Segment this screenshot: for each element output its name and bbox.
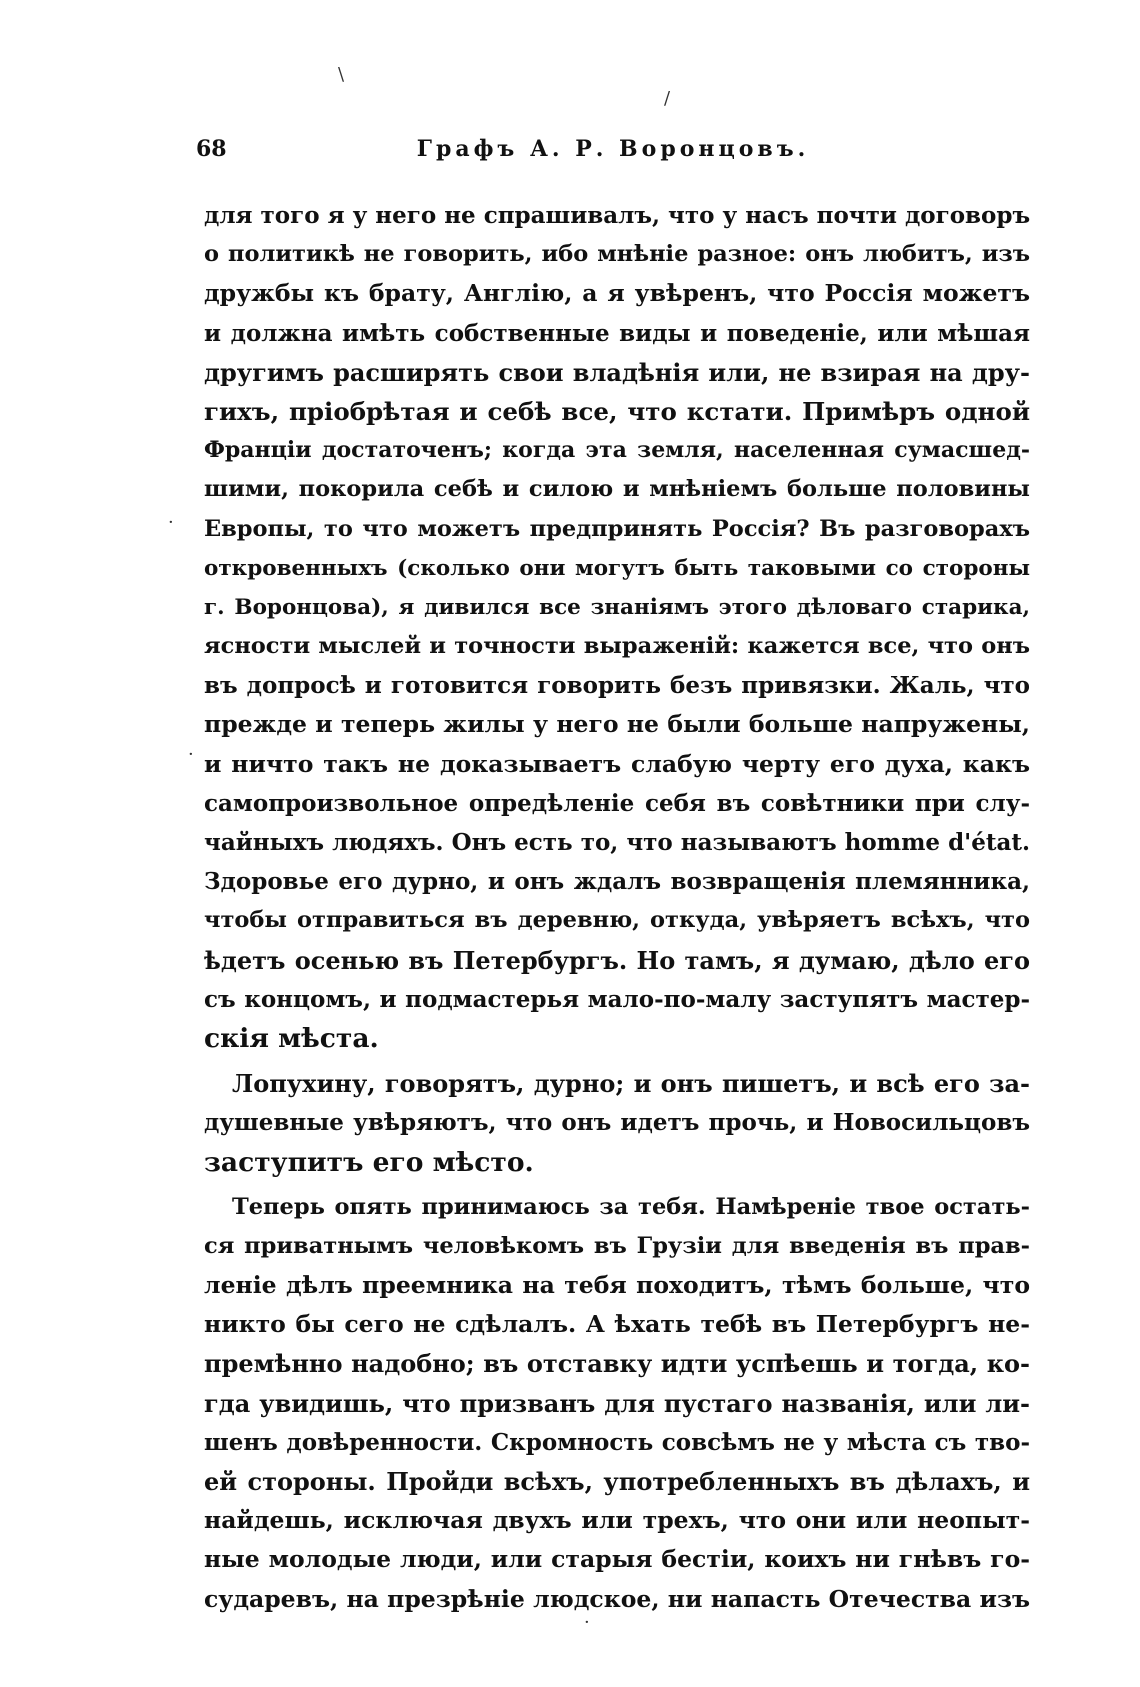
text-line: скія мѣста.: [204, 1022, 379, 1054]
text-line: леніе дѣлъ преемника на тебя походитъ, тѣмъ больше, что: [204, 1271, 1030, 1300]
text-line: ѣдетъ осенью въ Петербургъ. Но тамъ, я думаю, дѣло его: [204, 945, 1030, 975]
text-line: и ничто такъ не доказываетъ слабую черту его духа, какъ: [204, 749, 1030, 778]
text-line: чтобы отправиться въ деревню, откуда, увѣряетъ всѣхъ, что: [204, 907, 1030, 934]
text-line: Теперь опять принимаюсь за тебя. Намѣреніе твое остать-: [232, 1193, 1030, 1220]
text-line: и должна имѣть собственные виды и поведеніе, или мѣшая: [204, 319, 1030, 347]
text-line: премѣнно надобно; въ отставку идти успѣешь и тогда, ко-: [204, 1349, 1030, 1379]
text-line: самопроизвольное опредѣленіе себя въ совѣтники при слу-: [204, 789, 1030, 817]
text-line: найдешь, исключая двухъ или трехъ, что они или неопыт-: [204, 1506, 1030, 1535]
text-line: гда увидишь, что призванъ для пустаго названія, или ли-: [204, 1388, 1030, 1418]
text-line: ясности мыслей и точности выраженій: кажется все, что онъ: [204, 633, 1030, 660]
text-line: Лопухину, говорятъ, дурно; и онъ пишетъ, и всѣ его за-: [232, 1069, 1030, 1099]
text-line: прежде и теперь жилы у него не были больше напружены,: [204, 710, 1030, 739]
text-line: шенъ довѣренности. Скромность совсѣмъ не у мѣста съ тво-: [204, 1428, 1030, 1456]
margin-mark-left: ·: [168, 512, 174, 533]
page-header: [196, 136, 1030, 172]
text-line: ся приватнымъ человѣкомъ въ Грузіи для введенія въ прав-: [204, 1232, 1030, 1259]
text-line: сударевъ, на презрѣніе людское, ни напасть Отечества изъ: [204, 1584, 1030, 1613]
text-line: никто бы сего не сдѣлалъ. А ѣхать тебѣ въ Петербургъ не-: [204, 1310, 1030, 1339]
margin-mark-top-right: /: [664, 88, 671, 109]
running-title: Графъ А. Р. Воронцовъ.: [416, 136, 810, 162]
margin-mark-bottom: ·: [584, 1612, 590, 1633]
text-line: для того я у него не спрашивалъ, что у насъ почти договоръ: [204, 202, 1030, 229]
text-line: съ концомъ, и подмастерья мало-по-малу заступятъ мастер-: [204, 985, 1030, 1013]
margin-mark-left-lower: ·: [188, 744, 194, 765]
text-line: Европы, то что можетъ предпринять Россія? Въ разговорахъ: [204, 515, 1030, 542]
text-line: чайныхъ людяхъ. Онъ есть то, что называютъ homme d'état.: [204, 829, 1030, 856]
page-number: 68: [196, 136, 227, 162]
text-line: дружбы къ брату, Англію, а я увѣренъ, что Россія можетъ: [204, 279, 1030, 308]
text-line: другимъ расширять свои владѣнія или, не взирая на дру-: [204, 357, 1030, 387]
text-line: душевные увѣряютъ, что онъ идетъ прочь, и Новосильцовъ: [204, 1109, 1030, 1137]
text-line: Здоровье его дурно, и онъ ждалъ возвращенія племянника,: [204, 868, 1030, 896]
text-line: шими, покорила себѣ и силою и мнѣніемъ больше половины: [204, 476, 1030, 503]
text-line: гихъ, пріобрѣтая и себѣ все, что кстати. Примѣръ одной: [204, 396, 1030, 426]
text-line: въ допросѣ и готовится говорить безъ привязки. Жаль, что: [204, 672, 1030, 700]
text-line: г. Воронцова), я дивился все знаніямъ этого дѣловаго старика,: [204, 594, 1030, 620]
text-line: о политикѣ не говорить, ибо мнѣніе разное: онъ любитъ, изъ: [204, 241, 1030, 268]
body-text: [204, 196, 1030, 1619]
text-line: Франціи достаточенъ; когда эта земля, населенная сумасшед-: [204, 437, 1030, 464]
text-line: откровенныхъ (сколько они могутъ быть таковыми со стороны: [204, 555, 1030, 581]
text-line: ные молодые люди, или старыя бестіи, коихъ ни гнѣвъ го-: [204, 1545, 1030, 1574]
text-line: заступитъ его мѣсто.: [204, 1146, 534, 1178]
margin-mark-top: \: [338, 64, 345, 85]
text-line: ей стороны. Пройди всѣхъ, употребленныхъ въ дѣлахъ, и: [204, 1467, 1030, 1496]
